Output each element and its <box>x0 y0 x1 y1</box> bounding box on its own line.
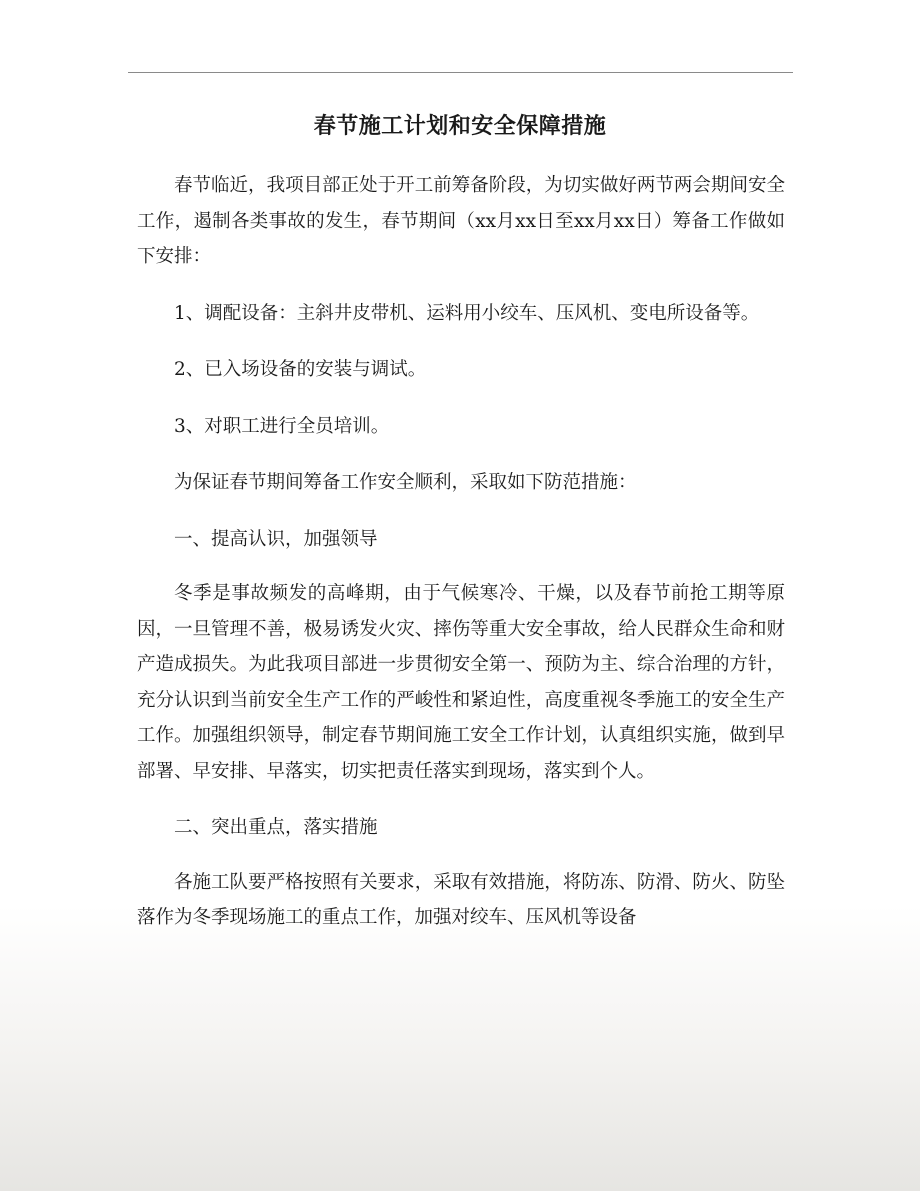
paragraph-intro: 春节临近，我项目部正处于开工前筹备阶段，为切实做好两节两会期间安全工作，遏制各类事故的发生，春节期间（xx月xx日至xx月xx日）筹备工作做如下安排： <box>137 175 785 267</box>
document-body <box>137 168 785 957</box>
paragraph-measures-intro: 为保证春节期间筹备工作安全顺利，采取如下防范措施： <box>174 472 637 493</box>
paragraph-item-1: 1、调配设备：主斜井皮带机、运料用小绞车、压风机、变电所设备等。 <box>174 302 760 324</box>
section-heading-1: 一、提高认识，加强领导 <box>174 528 378 550</box>
header-rule <box>128 72 793 73</box>
paragraph-section-1: 冬季是事故频发的高峰期，由于气候寒冷、干燥，以及春节前抢工期等原因，一旦管理不善，极易诱发火灾、摔伤等重大安全事故，给人民群众生命和财产造成损失。为此我项目部进一步贯彻安全第一、预防为主、综合治理的方针，充分认识到当前安全生产工作的严峻性和紧迫性，高度重视冬季施工的安全生产工作。加强组织领导，制定春节期间施工安全工作计划，认真组织实施，做到早部署、早安排、早落实，切实把责任落实到现场，落实到个人。 <box>137 583 785 782</box>
paragraph-item-3: 3、对职工进行全员培训。 <box>174 415 390 437</box>
document-title: 春节施工计划和安全保障措施 <box>313 113 607 139</box>
section-heading-2: 二、突出重点，落实措施 <box>174 817 378 838</box>
paragraph-item-2: 2、已入场设备的安装与调试。 <box>174 359 427 380</box>
paragraph-section-2: 各施工队要严格按照有关要求，采取有效措施，将防冻、防滑、防火、防坠落作为冬季现场施工的重点工作，加强对绞车、压风机等设备 <box>137 871 785 928</box>
